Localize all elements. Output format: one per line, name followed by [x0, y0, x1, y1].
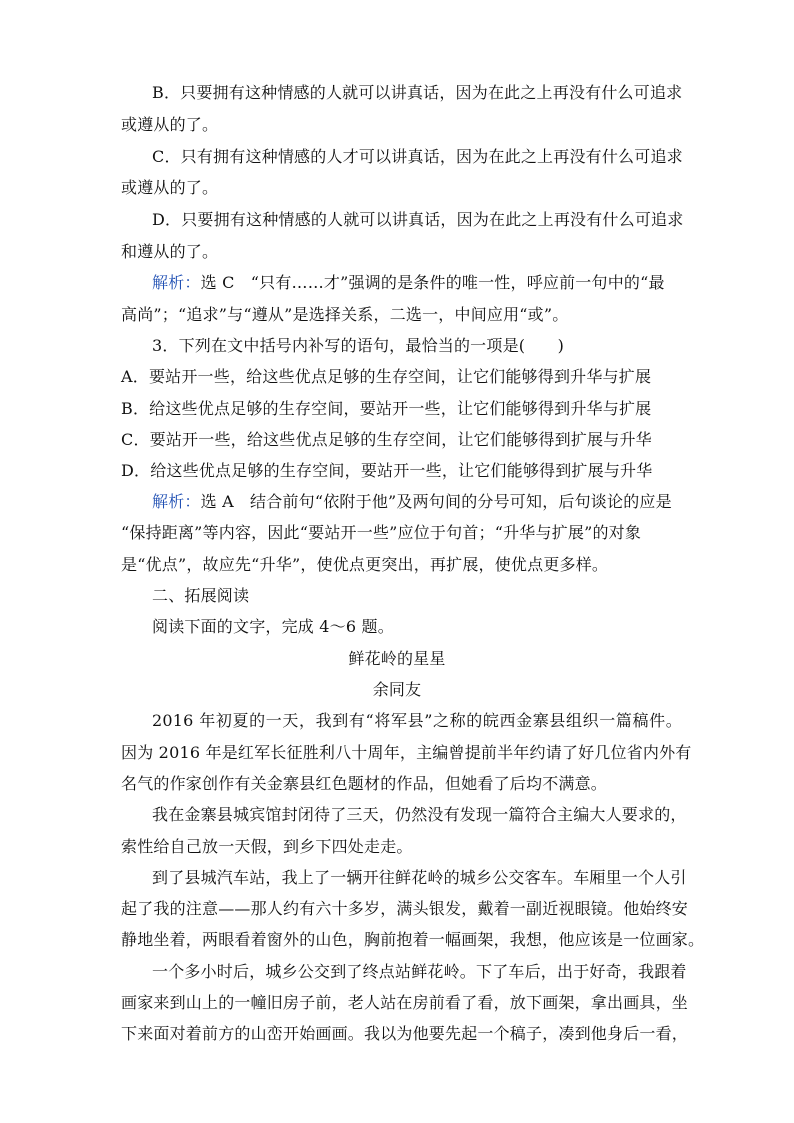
explanation-label: 解析：	[152, 273, 201, 292]
option-b-line1: B．只要拥有这种情感的人就可以讲真话，因为在此之上再没有什么可追求	[152, 83, 683, 102]
option-c-line2: 或遵从的了。	[121, 178, 219, 197]
option-c-line1: C．只有拥有这种情感的人才可以讲真话，因为在此之上再没有什么可追求	[152, 147, 683, 166]
paragraph-1-line3: 名气的作家创作有关金寨县红色题材的作品，但她看了后均不满意。	[121, 774, 608, 793]
article-title: 鲜花岭的星星	[348, 649, 446, 668]
question-3-option-d: D．给这些优点足够的生存空间，要站开一些，让它们能够得到扩展与升华	[121, 461, 653, 480]
paragraph-1-line1: 2016 年初夏的一天，我到有“将军县”之称的皖西金寨县组织一篇稿件。	[152, 711, 682, 730]
paragraph-1-line2: 因为 2016 年是红军长征胜利八十周年，主编曾提前半年约请了好几位省内外有	[121, 743, 692, 762]
paragraph-4-line1: 一个多小时后，城乡公交到了终点站鲜花岭。下了车后，出于好奇，我跟着	[152, 962, 687, 981]
paragraph-4-line2: 画家来到山上的一幢旧房子前，老人站在房前看了看，放下画架，拿出画具，坐	[121, 993, 689, 1012]
question-3: 3．下列在文中括号内补写的语句，最恰当的一项是( )	[152, 336, 565, 355]
question-3-option-a: A．要站开一些，给这些优点足够的生存空间，让它们能够得到升华与扩展	[121, 367, 652, 386]
question-3-option-b: B．给这些优点足够的生存空间，要站开一些，让它们能够得到升华与扩展	[121, 399, 652, 418]
section-heading: 二、拓展阅读	[152, 586, 250, 605]
explanation-text: 选 C “只有……才”强调的是条件的唯一性，呼应前一句中的“最	[200, 273, 665, 292]
paragraph-3-line3: 静地坐着，两眼看着窗外的山色，胸前抱着一幅画架，我想，他应该是一位画家。	[121, 930, 705, 949]
reading-instruction: 阅读下面的文字，完成 4～6 题。	[152, 617, 394, 636]
paragraph-2-line1: 我在金寨县城宾馆封闭待了三天，仍然没有发现一篇符合主编大人要求的，	[152, 805, 687, 824]
explanation-label: 解析：	[152, 492, 201, 511]
option-b-line2: 或遵从的了。	[121, 115, 219, 134]
explanation-3-line3: 是“优点”，故应先“升华”，使优点更突出，再扩展，使优点更多样。	[121, 555, 609, 574]
article-author: 余同友	[372, 680, 422, 699]
option-d-line1: D．只要拥有这种情感的人就可以讲真话，因为在此之上再没有什么可追求	[152, 210, 684, 229]
explanation-2-line1	[152, 273, 682, 293]
paragraph-2-line2: 索性给自己放一天假，到乡下四处走走。	[121, 837, 413, 856]
option-d-line2: 和遵从的了。	[121, 242, 219, 261]
explanation-text: 选 A 结合前句“依附于他”及两句间的分号可知，后句谈论的应是	[200, 492, 672, 511]
paragraph-3-line1: 到了县城汽车站，我上了一辆开往鲜花岭的城乡公交客车。车厢里一个人引	[152, 868, 687, 887]
paragraph-4-line3: 下来面对着前方的山峦开始画画。我以为他要先起一个稿子，凑到他身后一看，	[121, 1024, 689, 1043]
paragraph-3-line2: 起了我的注意——那人约有六十多岁，满头银发，戴着一副近视眼镜。他始终安	[121, 899, 689, 918]
explanation-3-line2: “保持距离”等内容，因此“要站开一些”应位于句首；“升华与扩展”的对象	[121, 523, 642, 542]
explanation-2-line2: 高尚”；“追求”与“遵从”是选择关系，二选一，中间应用“或”。	[121, 305, 569, 324]
explanation-3-line1	[152, 492, 682, 512]
question-3-option-c: C．要站开一些，给这些优点足够的生存空间，让它们能够得到扩展与升华	[121, 430, 652, 449]
